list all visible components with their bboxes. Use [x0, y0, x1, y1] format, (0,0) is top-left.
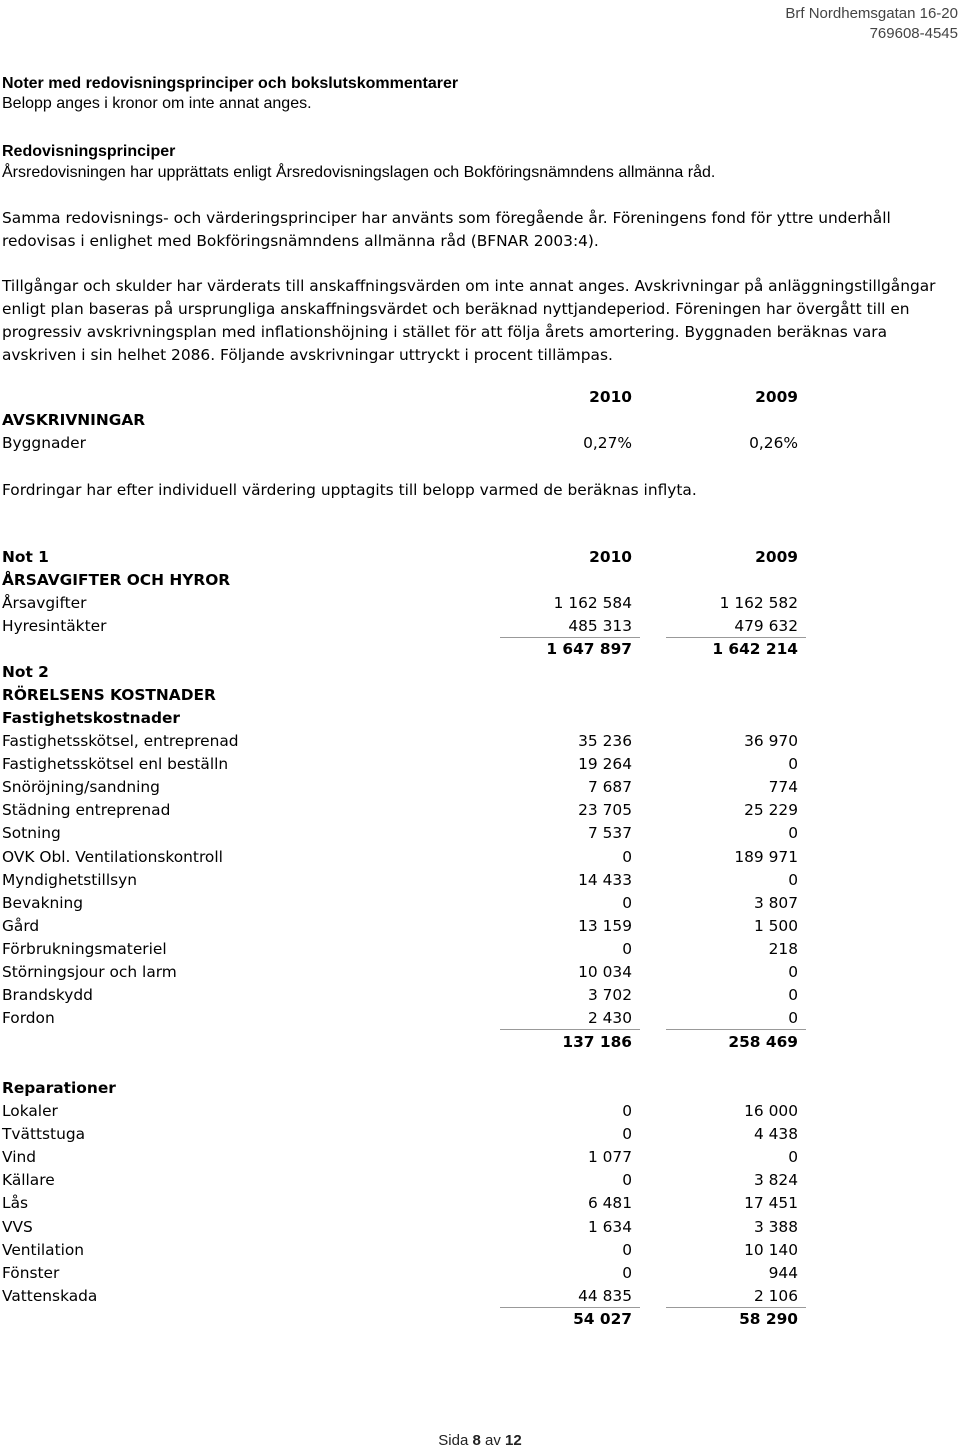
row-value-2009: 36 970	[744, 732, 798, 750]
table-row	[2, 1007, 808, 1030]
row-value-2009: 1 162 582	[719, 594, 798, 612]
row-value-2010: 0	[622, 1240, 632, 1259]
row-label: Fastighetsskötsel enl beställn	[2, 755, 229, 774]
row-value-2010: 0	[622, 893, 632, 912]
table-row	[2, 846, 808, 869]
row-value-2010: 6 481	[587, 1194, 632, 1213]
row-label: Vattenskada	[2, 1286, 98, 1305]
row-value-2009: 17 451	[744, 1194, 798, 1213]
row-label: Gård	[2, 916, 40, 935]
notes-subtitle: Belopp anges i kronor om inte annat anges.	[2, 95, 312, 112]
depreciation-label: Byggnader	[2, 434, 86, 452]
reparationer-subheading: Reparationer	[2, 1079, 116, 1097]
page-total: 12	[505, 1432, 522, 1449]
row-value-2009: 10 140	[744, 1240, 798, 1259]
table-row	[2, 753, 808, 776]
row-value-2010: 0	[622, 1171, 632, 1190]
sum-rule	[500, 1029, 640, 1030]
principles-paragraph-3-line-4: avskriven i sin helhet 2086. Följande avskrivningar uttryckt i procent tillämpas.	[2, 346, 613, 364]
table-row	[2, 776, 808, 799]
row-value-2010: 0	[622, 1102, 632, 1120]
note2-heading-row	[2, 684, 808, 707]
principles-paragraph-3-line-3: progressiv avskrivningsplan med inflationshöjning i stället för att följa årets amortering. Byggnaden beräknas vara	[2, 323, 888, 341]
note1-heading	[2, 569, 808, 592]
table-row	[2, 730, 808, 753]
principles-paragraph-3-line-2: enligt plan baseras på ursprungliga anskaffningsvärdet och beräknad nyttjandeperiod. Föreningen har övergått till en	[2, 300, 910, 318]
depreciation-value-2010: 0,27%	[583, 434, 632, 452]
table-row	[2, 1169, 808, 1192]
note2-label: Not 2	[2, 663, 49, 681]
row-label: Fordon	[2, 1009, 55, 1028]
row-value-2010: 1 162 584	[553, 594, 632, 612]
row-value-2010: 44 835	[578, 1286, 632, 1305]
row-label: Sotning	[2, 824, 61, 843]
fastighet-subheading-row	[2, 707, 808, 730]
row-value-2009: 0	[788, 963, 798, 981]
page-separator: av	[485, 1432, 501, 1449]
row-label: Störningsjour och larm	[2, 963, 177, 981]
depreciation-year-header	[2, 386, 808, 409]
row-value-2010: 0	[622, 847, 632, 866]
row-label: OVK Obl. Ventilationskontroll	[2, 847, 223, 866]
note1-total-2010: 1 647 897	[546, 640, 632, 658]
row-label: Bevakning	[2, 893, 84, 912]
row-value-2009: 16 000	[744, 1102, 798, 1120]
reparationer-total-row	[2, 1308, 808, 1331]
row-value-2009: 0	[788, 870, 798, 889]
row-value-2009: 0	[788, 755, 798, 774]
row-label: Fastighetsskötsel, entreprenad	[2, 732, 239, 750]
table-row	[2, 1239, 808, 1262]
row-value-2010: 0	[622, 1263, 632, 1282]
row-value-2010: 19 264	[578, 755, 632, 774]
row-value-2009: 3 807	[753, 893, 798, 912]
row-value-2009: 218	[768, 939, 798, 958]
row-value-2010: 1 634	[587, 1217, 632, 1236]
depreciation-value-2009: 0,26%	[749, 434, 798, 452]
page-prefix: Sida	[438, 1432, 469, 1449]
row-value-2010: 7 537	[587, 824, 632, 843]
row-value-2010: 23 705	[578, 801, 632, 820]
row-label: Källare	[2, 1171, 55, 1190]
row-value-2010: 0	[622, 1125, 632, 1144]
table-row	[2, 1146, 808, 1169]
row-value-2010: 13 159	[578, 916, 632, 935]
table-row	[2, 1123, 808, 1146]
row-value-2009: 25 229	[744, 801, 798, 820]
table-row	[2, 822, 808, 845]
depreciation-heading	[2, 409, 808, 432]
row-value-2010: 14 433	[578, 870, 632, 889]
table-row	[2, 984, 808, 1007]
note2-heading: RÖRELSENS KOSTNADER	[2, 686, 216, 704]
row-label: Lokaler	[2, 1102, 58, 1120]
row-label: Myndighetstillsyn	[2, 870, 137, 889]
fastighet-total-2010: 137 186	[562, 1033, 632, 1051]
table-row	[2, 869, 808, 892]
fastighet-total-row	[2, 1031, 808, 1054]
note1-total-row	[2, 638, 808, 661]
depreciation-heading-text: AVSKRIVNINGAR	[2, 411, 146, 429]
depreciation-row	[2, 432, 808, 455]
row-value-2010: 2 430	[587, 1009, 632, 1028]
table-row	[2, 961, 808, 984]
note1-year-2009: 2009	[755, 548, 798, 566]
row-value-2009: 2 106	[753, 1286, 798, 1305]
table-row	[2, 1285, 808, 1308]
principles-heading: Redovisningsprinciper	[2, 143, 176, 160]
row-value-2010: 3 702	[587, 986, 632, 1005]
page-number: 8	[472, 1432, 481, 1449]
row-value-2009: 0	[788, 1148, 798, 1167]
row-label: Hyresintäkter	[2, 617, 107, 635]
row-value-2010: 10 034	[578, 963, 632, 981]
row-value-2010: 7 687	[587, 778, 632, 797]
row-label: Städning entreprenad	[2, 801, 171, 820]
row-value-2009: 944	[768, 1263, 798, 1282]
row-value-2009: 0	[788, 986, 798, 1005]
row-label: Tvättstuga	[2, 1125, 86, 1144]
note2-label-row	[2, 661, 808, 684]
org-number: 769608-4545	[869, 25, 958, 42]
row-value-2009: 1 500	[753, 916, 798, 935]
fastighet-total-2009: 258 469	[728, 1033, 798, 1051]
note1-label: Not 1	[2, 548, 49, 566]
year-2010: 2010	[589, 388, 632, 406]
document-header	[785, 4, 958, 44]
row-label: Lås	[2, 1194, 29, 1213]
row-value-2010: 35 236	[578, 732, 632, 750]
page-footer	[0, 1432, 960, 1449]
row-value-2010: 485 313	[568, 617, 632, 635]
principles-paragraph-3-line-1: Tillgångar och skulder har värderats till anskaffningsvärden om inte annat anges. Avskrivningar på anläggningstillgångar	[2, 277, 936, 295]
note1-header	[2, 546, 808, 569]
reparationer-subheading-row	[2, 1077, 808, 1100]
table-row	[2, 799, 808, 822]
fastighet-subheading: Fastighetskostnader	[2, 709, 181, 727]
row-value-2009: 4 438	[753, 1125, 798, 1144]
row-value-2009: 0	[788, 824, 798, 843]
principles-paragraph-2-line-1: Samma redovisnings- och värderingsprinciper har använts som föregående år. Föreningens fond för yttre underhåll	[2, 209, 891, 227]
table-row	[2, 915, 808, 938]
principles-text: Årsredovisningen har upprättats enligt Årsredovisningslagen och Bokföringsnämndens allmänna råd.	[2, 164, 716, 181]
principles-paragraph-2-line-2: redovisas i enlighet med Bokföringsnämndens allmänna råd (BFNAR 2003:4).	[2, 232, 599, 250]
row-label: Ventilation	[2, 1240, 85, 1259]
row-label: Förbrukningsmateriel	[2, 939, 167, 958]
row-value-2009: 3 824	[753, 1171, 798, 1190]
row-label: VVS	[2, 1217, 33, 1236]
row-label: Snöröjning/sandning	[2, 778, 160, 797]
row-value-2010: 0	[622, 939, 632, 958]
table-row	[2, 1192, 808, 1215]
table-row	[2, 1100, 808, 1123]
row-value-2009: 479 632	[734, 617, 798, 635]
row-value-2009: 774	[768, 778, 798, 797]
row-label: Årsavgifter	[2, 594, 87, 612]
row-value-2009: 3 388	[753, 1217, 798, 1236]
reparationer-total-2009: 58 290	[739, 1310, 798, 1328]
row-value-2009: 189 971	[734, 847, 798, 866]
table-row	[2, 938, 808, 961]
year-2009: 2009	[755, 388, 798, 406]
table-row	[2, 615, 808, 638]
row-label: Vind	[2, 1148, 36, 1167]
row-value-2010: 1 077	[587, 1148, 632, 1167]
table-row	[2, 892, 808, 915]
row-value-2009: 0	[788, 1009, 798, 1028]
row-label: Brandskydd	[2, 986, 93, 1005]
reparationer-total-2010: 54 027	[573, 1310, 632, 1328]
row-label: Fönster	[2, 1263, 60, 1282]
sum-rule	[666, 1029, 806, 1030]
org-name: Brf Nordhemsgatan 16-20	[785, 5, 958, 22]
note1-heading-text: ÅRSAVGIFTER OCH HYROR	[2, 571, 231, 589]
note1-total-2009: 1 642 214	[712, 640, 798, 658]
table-row	[2, 592, 808, 615]
table-row	[2, 1216, 808, 1239]
receivables-note: Fordringar har efter individuell värdering upptagits till belopp varmed de beräknas inflyta.	[2, 481, 697, 499]
notes-title: Noter med redovisningsprinciper och bokslutskommentarer	[2, 75, 459, 92]
table-row	[2, 1262, 808, 1285]
note1-year-2010: 2010	[589, 548, 632, 566]
